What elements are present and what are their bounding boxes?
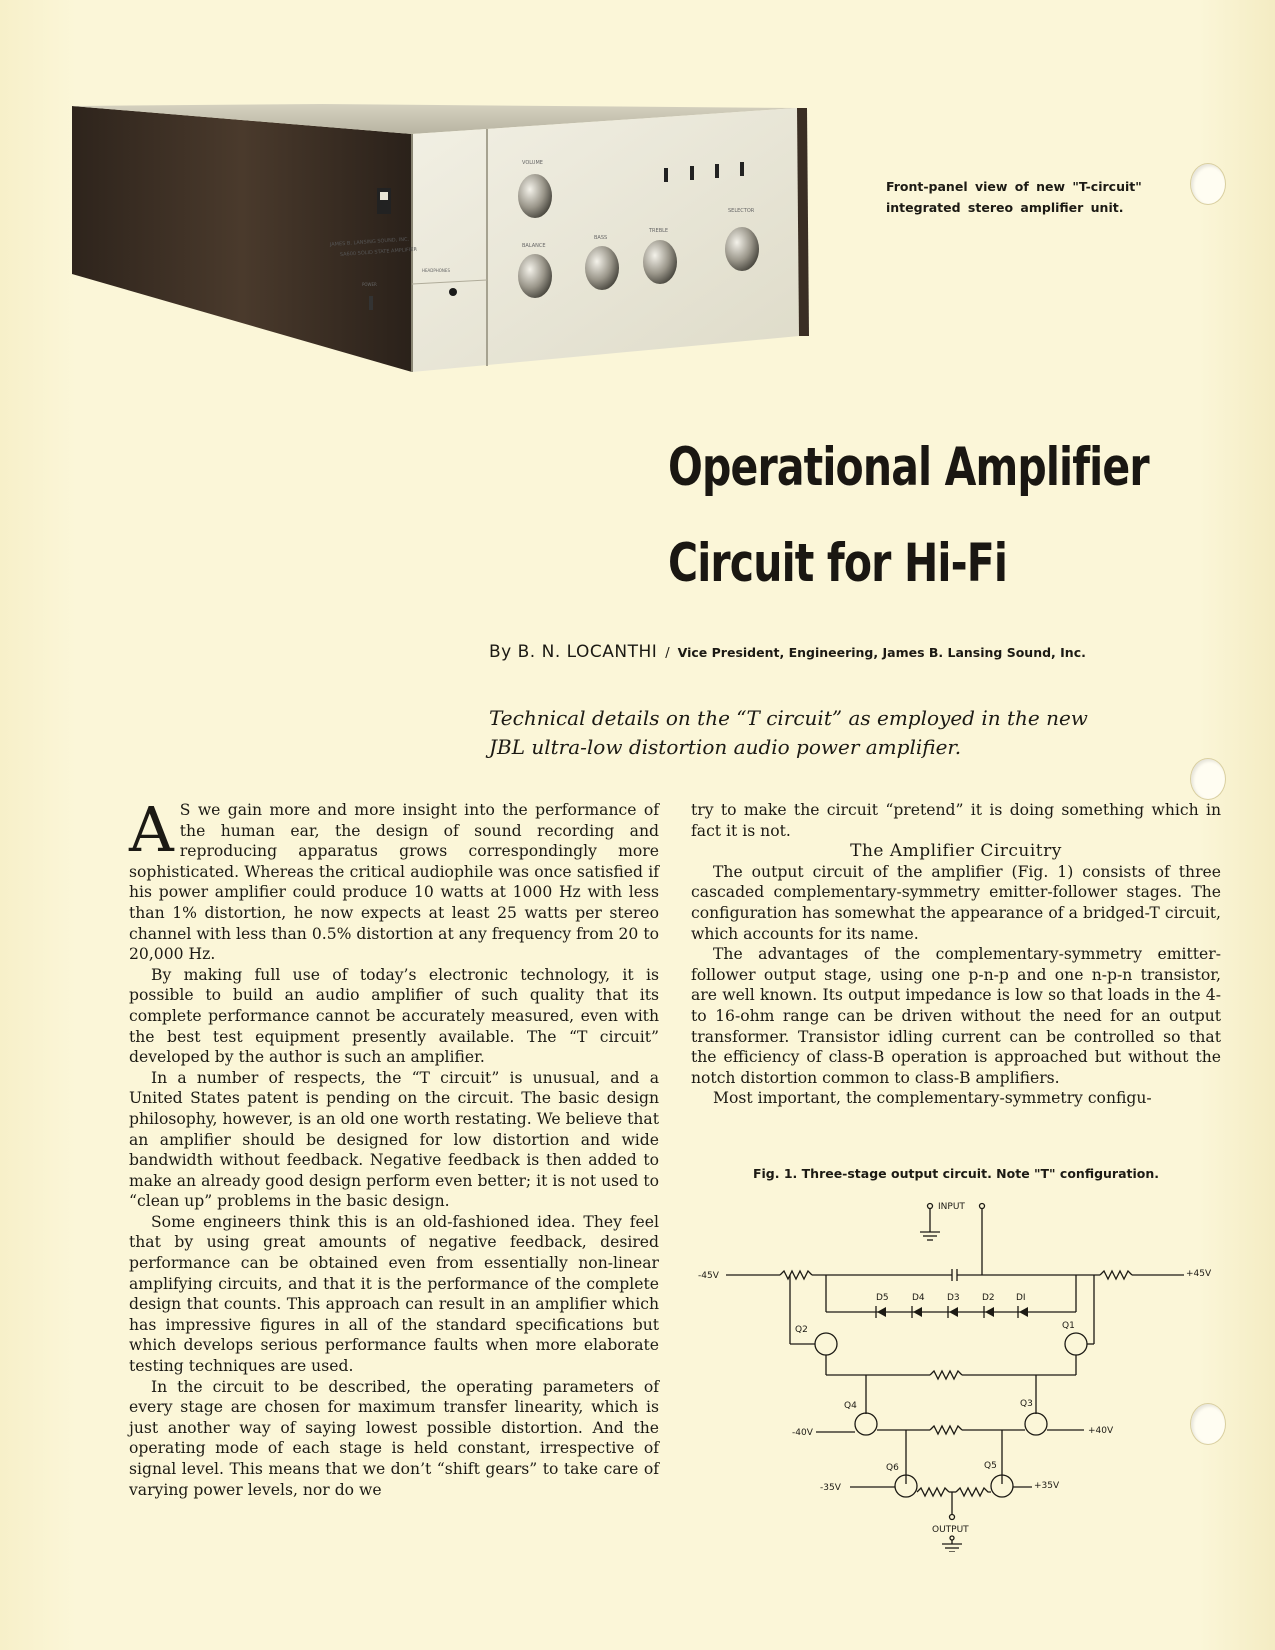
paragraph: The advantages of the complementary-symmetry emitter-follower output stage, using one p-n-p and one n-p-n transistor, are well known. Its output impedance is low so that loads in the 4- to 16-ohm range can be driven without the need for an output transformer. Transistor idling current can be controlled so that the efficiency of class-B operation is approached but without the notch distortion common to class-B amplifiers. bbox=[691, 945, 1221, 1087]
binder-hole-top bbox=[1190, 163, 1226, 205]
paragraph: Some engineers think this is an old-fashioned idea. They feel that by using great amounts of negative feedback, desired performance can be obtained even from essentially non-linear amplifying circuits, and that it is the performance of the complete design that counts. This approach can result in an amplifier which has impressive figures in all of the standard specifications but which develops serious performance faults when more elaborate testing techniques are used. bbox=[129, 1212, 659, 1376]
svg-text:D3: D3 bbox=[947, 1293, 960, 1303]
transistor-q3 bbox=[1025, 1413, 1047, 1435]
transistor-q2 bbox=[815, 1333, 837, 1355]
title-line-1: Operational Amplifier bbox=[668, 437, 1149, 498]
selector-knob bbox=[725, 227, 759, 271]
binder-hole-middle bbox=[1190, 758, 1226, 800]
treble-knob bbox=[643, 240, 677, 284]
svg-text:TREBLE: TREBLE bbox=[649, 228, 669, 234]
paragraph: A S we gain more and more insight into the performance of the human ear, the design of sound recording and reproducing apparatus grows correspondingly more sophisticated. Whereas the critical audiophile was once satisfied if his power amplifier could produce 10 watts at 1000 Hz with less than 1% distortion, he now expects at least 25 watts per stereo channel with less than 0.5% distortion at any frequency from 20 to 20,000 Hz. bbox=[129, 793, 659, 964]
diode-d2 bbox=[985, 1307, 994, 1317]
volume-knob bbox=[518, 174, 552, 218]
svg-text:+35V: +35V bbox=[1034, 1481, 1060, 1491]
headphone-jack bbox=[449, 288, 457, 296]
svg-text:POWER: POWER bbox=[362, 282, 377, 287]
toggle-switch bbox=[715, 164, 719, 178]
svg-text:Q4: Q4 bbox=[844, 1401, 857, 1411]
resistor bbox=[930, 1426, 962, 1434]
figure-caption: Fig. 1. Three-stage output circuit. Note "T" configuration. bbox=[752, 1166, 1160, 1181]
svg-text:+40V: +40V bbox=[1088, 1426, 1114, 1436]
paragraph: The output circuit of the amplifier (Fig. 1) consists of three cascaded complementary-symmetry emitter-follower stages. The configuration has somewhat the appearance of a bridged-T circuit, which accounts for its name. bbox=[691, 862, 1221, 943]
svg-text:VOLUME: VOLUME bbox=[522, 160, 543, 166]
resistor bbox=[780, 1271, 812, 1279]
byline-separator: / bbox=[665, 646, 670, 661]
paragraph: In the circuit to be described, the operating parameters of every stage are chosen for maximum transfer linearity, which is just another way of saying lowest possible distortion. And the operating mode of each stage is held constant, irrespective of signal level. This means that we don’t “shift gears” to take care of varying power levels, nor do we bbox=[129, 1377, 659, 1499]
resistor bbox=[930, 1371, 962, 1379]
diode-d5 bbox=[877, 1307, 886, 1317]
svg-text:SELECTOR: SELECTOR bbox=[728, 208, 755, 214]
author-name: By B. N. LOCANTHI bbox=[489, 642, 658, 662]
brand-label: JAMES B. LANSING SOUND, INC. bbox=[329, 236, 410, 248]
title-line-2: Circuit for Hi-Fi bbox=[668, 533, 1008, 594]
author-role: Vice President, Engineering, James B. Lansing Sound, Inc. bbox=[677, 645, 1086, 660]
svg-text:Q5: Q5 bbox=[984, 1461, 997, 1471]
byline bbox=[489, 642, 1229, 662]
input-terminal bbox=[928, 1204, 933, 1209]
output-terminal bbox=[950, 1515, 955, 1520]
paragraph: try to make the circuit “pretend” it is doing something which in fact it is not. bbox=[691, 801, 1221, 840]
svg-text:HEADPHONES: HEADPHONES bbox=[422, 268, 450, 273]
balance-knob bbox=[518, 254, 552, 298]
paragraph: In a number of respects, the “T circuit” is unusual, and a United States patent is pending on the circuit. The basic design philosophy, however, is an old one worth restating. We believe that an amplifier should be designed for low distortion and wide bandwidth without feedback. Negative feedback is then added to make an already good design perform even better; it is not used to “clean up” problems in the basic design. bbox=[129, 1068, 659, 1211]
output-circuit-schematic bbox=[690, 1192, 1230, 1552]
article-title bbox=[668, 420, 1150, 612]
photo-caption: Front-panel view of new "T-circuit" integrated stereo amplifier unit. bbox=[886, 179, 1142, 215]
article-dek: Technical details on the “T circuit” as employed in the new JBL ultra-low distortion audio power amplifier. bbox=[489, 706, 1088, 759]
transistor-q1 bbox=[1065, 1333, 1087, 1355]
left-column bbox=[129, 793, 659, 1500]
svg-text:DI: DI bbox=[1016, 1293, 1026, 1303]
section-heading: The Amplifier Circuitry bbox=[850, 841, 1062, 862]
svg-text:INPUT: INPUT bbox=[938, 1202, 965, 1212]
resistor bbox=[956, 1488, 991, 1496]
resistor bbox=[1100, 1271, 1132, 1279]
svg-text:Q2: Q2 bbox=[795, 1325, 808, 1335]
paragraph: Most important, the complementary-symmetry configu- bbox=[713, 1089, 1152, 1108]
svg-text:D4: D4 bbox=[912, 1293, 925, 1303]
svg-text:D5: D5 bbox=[876, 1293, 889, 1303]
power-switch bbox=[369, 296, 373, 310]
svg-text:-35V: -35V bbox=[820, 1483, 841, 1493]
bass-knob bbox=[585, 246, 619, 290]
amplifier-photo bbox=[72, 104, 848, 374]
diode-d3 bbox=[949, 1307, 958, 1317]
transistor-q4 bbox=[855, 1413, 877, 1435]
diode-d4 bbox=[913, 1307, 922, 1317]
jbl-logo-icon bbox=[377, 188, 391, 214]
svg-text:BALANCE: BALANCE bbox=[522, 243, 546, 249]
paragraph: By making full use of today’s electronic technology, it is possible to build an audio amplifier of such quality that its complete performance cannot be accurately measured, even with the best test equipment presently available. The “T circuit” developed by the author is such an amplifier. bbox=[129, 965, 659, 1067]
svg-text:Q3: Q3 bbox=[1020, 1399, 1033, 1409]
svg-text:Q1: Q1 bbox=[1062, 1321, 1075, 1331]
svg-text:BASS: BASS bbox=[594, 235, 608, 241]
svg-text:-45V: -45V bbox=[698, 1271, 719, 1281]
toggle-switch bbox=[690, 166, 694, 180]
svg-text:+45V: +45V bbox=[1186, 1269, 1212, 1279]
toggle-switch bbox=[740, 162, 744, 176]
right-column bbox=[691, 800, 1221, 1109]
drop-cap: A bbox=[129, 793, 174, 866]
model-label: SA600 SOLID STATE AMPLIFIER bbox=[339, 246, 418, 258]
svg-text:-40V: -40V bbox=[792, 1428, 813, 1438]
resistor bbox=[917, 1488, 949, 1496]
svg-text:OUTPUT: OUTPUT bbox=[932, 1525, 969, 1535]
diode-d1 bbox=[1019, 1307, 1028, 1317]
svg-text:Q6: Q6 bbox=[886, 1463, 899, 1473]
toggle-switch bbox=[664, 168, 668, 182]
svg-text:D2: D2 bbox=[982, 1293, 995, 1303]
